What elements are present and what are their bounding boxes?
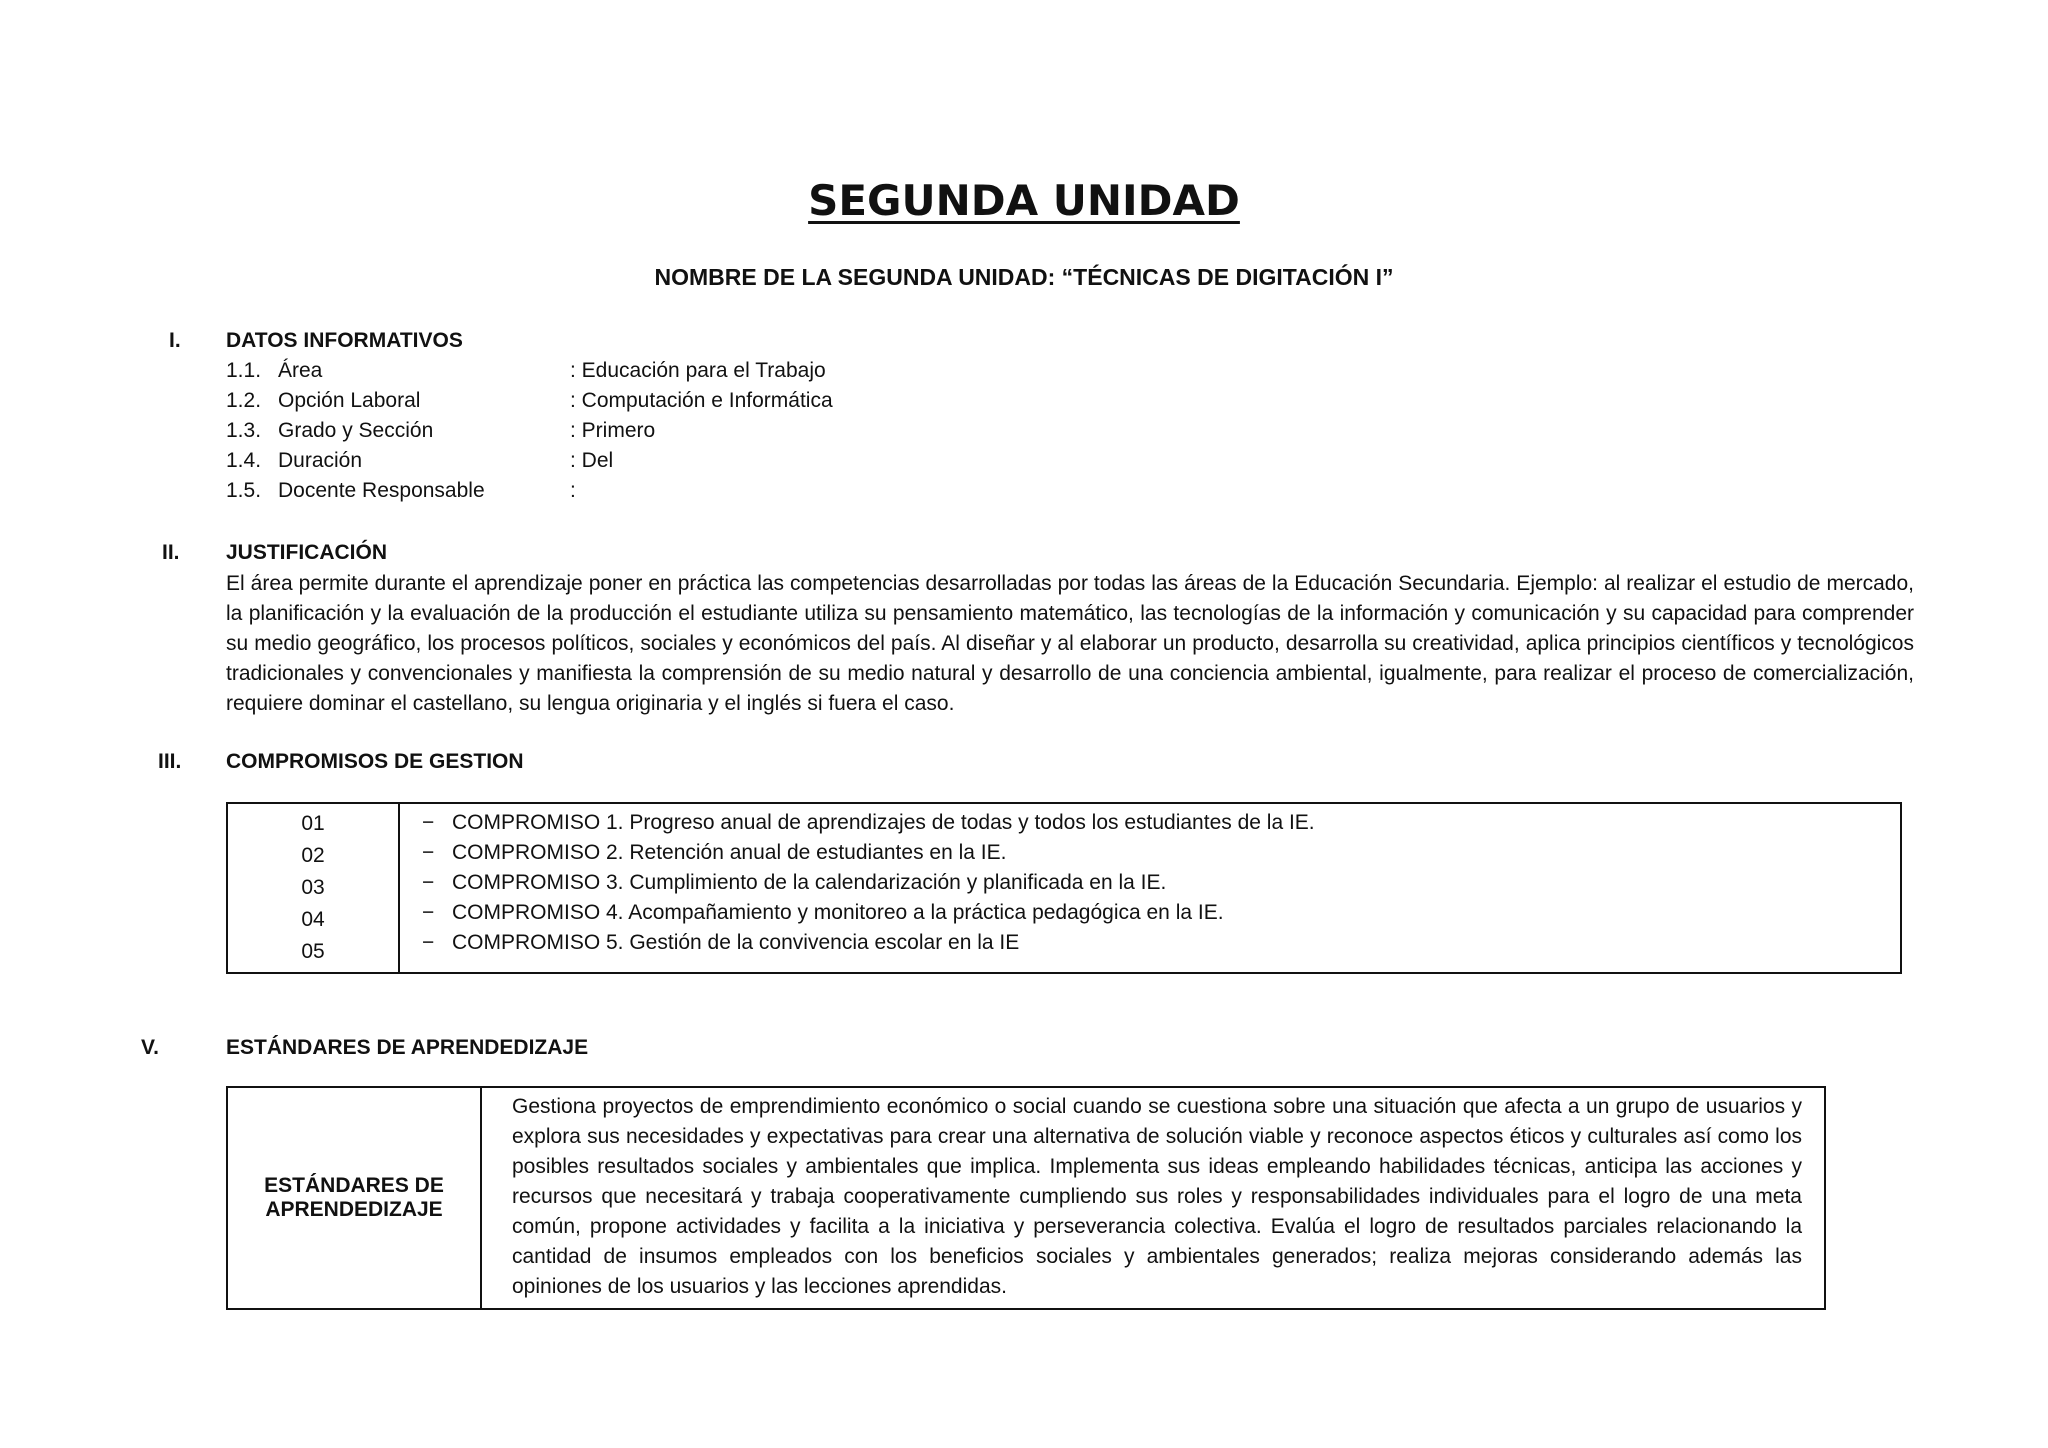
section-5-heading: ESTÁNDARES DE APRENDEDIZAJE	[226, 1036, 589, 1059]
section-2-heading: JUSTIFICACIÓN	[226, 541, 388, 564]
compromisos-items-cell	[399, 803, 1901, 973]
compromisos-numbers-cell	[227, 803, 399, 973]
document-title	[0, 176, 2048, 225]
info-row-label: Grado y Sección	[278, 419, 434, 442]
section-3-number: III.	[158, 750, 182, 773]
compromiso-text: COMPROMISO 2. Retención anual de estudiantes en la IE.	[452, 841, 1007, 864]
table-row	[227, 803, 1901, 973]
dash-bullet: −	[422, 901, 435, 924]
table-row	[227, 1087, 1825, 1309]
dash-bullet: −	[422, 871, 435, 894]
compromiso-text: COMPROMISO 1. Progreso anual de aprendizajes de todas y todos los estudiantes de la IE.	[452, 811, 1315, 834]
info-row-number: 1.4.	[226, 449, 262, 472]
unit-name-heading: NOMBRE DE LA SEGUNDA UNIDAD: “TÉCNICAS DE DIGITACIÓN I”	[654, 264, 1394, 290]
info-row-label: Área	[278, 359, 323, 382]
info-row-value: : Del	[570, 449, 614, 472]
dash-bullet: −	[422, 931, 435, 954]
info-row-label: Duración	[278, 449, 363, 472]
compromiso-number: 05	[301, 940, 325, 963]
list-item	[400, 838, 1900, 868]
info-row-value: :	[570, 479, 576, 502]
section-5-number: V.	[141, 1036, 159, 1059]
info-row-number: 1.1.	[226, 359, 262, 382]
section-3-heading: COMPROMISOS DE GESTION	[226, 750, 524, 773]
compromiso-number: 03	[301, 876, 325, 899]
section-1-heading: DATOS INFORMATIVOS	[226, 329, 463, 352]
info-row-value: : Educación para el Trabajo	[570, 359, 826, 382]
info-row-label: Docente Responsable	[278, 479, 485, 502]
compromiso-number: 01	[301, 812, 325, 835]
estandares-label-line-2: APRENDEDIZAJE	[265, 1198, 443, 1221]
justification-paragraph: El área permite durante el aprendizaje poner en práctica las competencias desarrolladas por todas las áreas de la Educación Secundaria. Ejemplo: al realizar el estudio de mercado, la planificación y la evaluación de la producción el estudiante utiliza su pensamiento matemático, las tecnologías de la información y comunicación y su capacidad para comprender su medio geográfico, los procesos políticos, sociales y económicos del país. Al diseñar y al elaborar un producto, desarrolla su creatividad, aplica principios científicos y tecnológicos tradicionales y convencionales y manifiesta la comprensión de su medio natural y desarrollo de una conciencia ambiental, igualmente, para realizar el proceso de comercialización, requiere dominar el castellano, su lengua originaria y el inglés si fuera el caso.	[226, 572, 1914, 715]
info-row-label: Opción Laboral	[278, 389, 421, 412]
info-row-number: 1.3.	[226, 419, 262, 442]
info-row-number: 1.2.	[226, 389, 262, 412]
estandares-table	[226, 1086, 1826, 1310]
compromiso-text: COMPROMISO 4. Acompañamiento y monitoreo a la práctica pedagógica en la IE.	[452, 901, 1224, 924]
info-row-number: 1.5.	[226, 479, 262, 502]
section-1-number: I.	[169, 329, 181, 352]
dash-bullet: −	[422, 811, 435, 834]
document-title-text: SEGUNDA UNIDAD	[808, 176, 1240, 225]
estandares-text-cell: Gestiona proyectos de emprendimiento económico o social cuando se cuestiona sobre una situación que afecta a un grupo de usuarios y explora sus necesidades y expectativas para crear una alternativa de solución viable y reconoce aspectos éticos y culturales así como los posibles resultados sociales y ambientales que implica. Implementa sus ideas empleando habilidades técnicas, anticipa las acciones y recursos que necesitará y trabaja cooperativamente cumpliendo sus roles y responsabilidades individuales para el logro de una meta común, propone actividades y facilita a la iniciativa y perseverancia colectiva. Evalúa el logro de resultados parciales relacionando la cantidad de insumos empleados con los beneficios sociales y ambientales generados; realiza mejoras considerando además las opiniones de los usuarios y las lecciones aprendidas.	[481, 1087, 1825, 1309]
estandares-label-cell	[227, 1087, 481, 1309]
info-row-value: : Computación e Informática	[570, 389, 833, 412]
info-row-value: : Primero	[570, 419, 656, 442]
section-2-number: II.	[162, 541, 180, 564]
compromiso-number: 04	[301, 908, 325, 931]
compromiso-number: 02	[301, 844, 325, 867]
compromiso-text: COMPROMISO 3. Cumplimiento de la calendarización y planificada en la IE.	[452, 871, 1167, 894]
estandares-label-line-1: ESTÁNDARES DE	[264, 1174, 444, 1197]
list-item	[400, 808, 1900, 838]
compromisos-table	[226, 802, 1902, 974]
compromiso-text: COMPROMISO 5. Gestión de la convivencia escolar en la IE	[452, 931, 1020, 954]
list-item	[400, 898, 1900, 928]
dash-bullet: −	[422, 841, 435, 864]
list-item	[400, 868, 1900, 898]
list-item	[400, 928, 1900, 958]
